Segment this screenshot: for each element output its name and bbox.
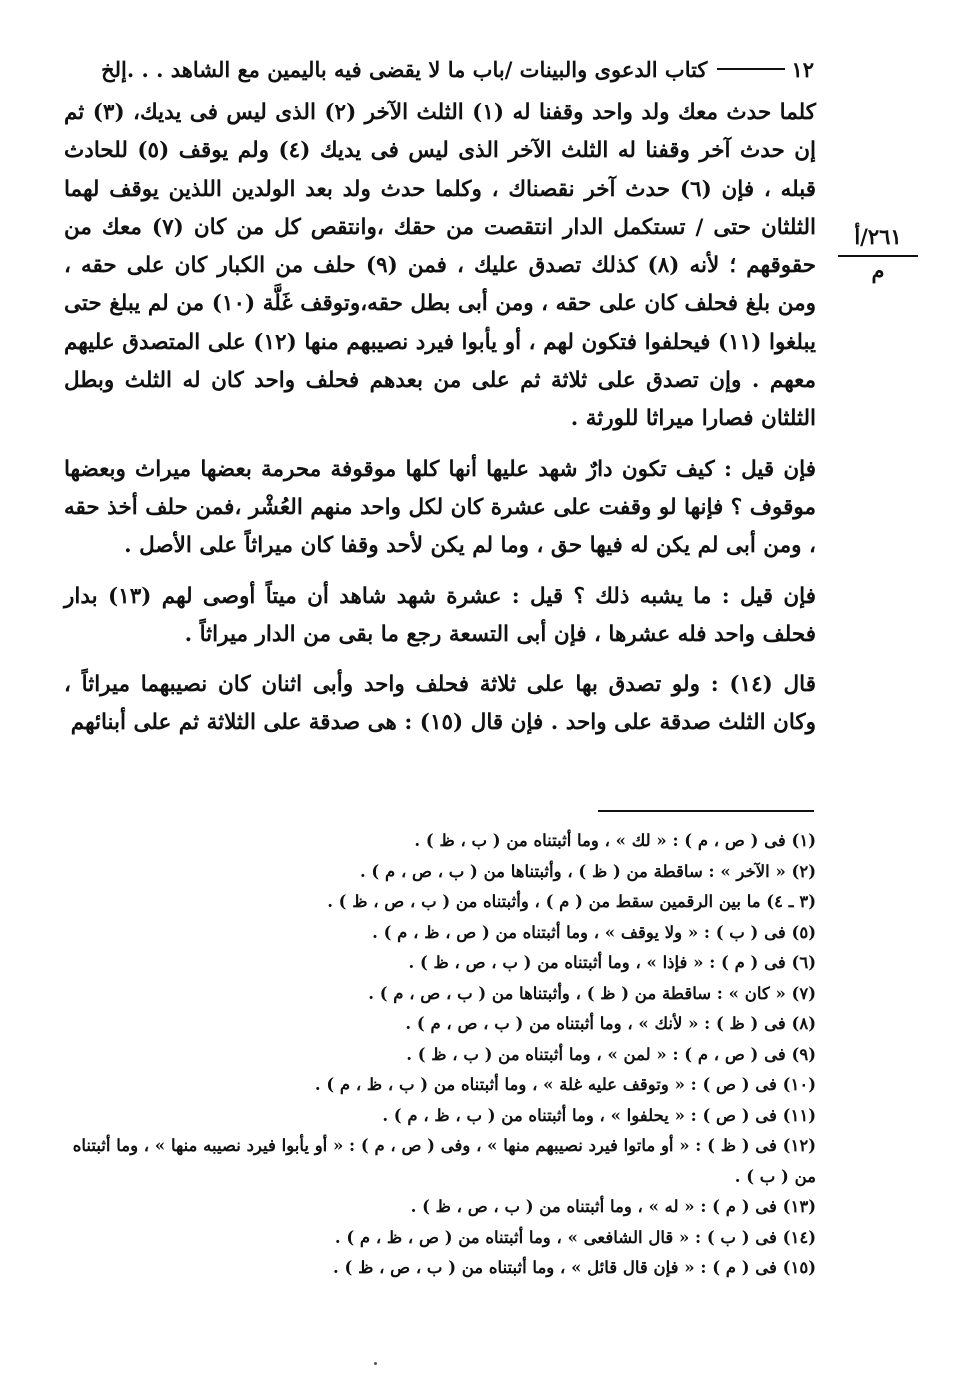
footnote-12: (١٢) فى ( ظ ) : « أو ماتوا فيرد نصيبهم منها » ، وفى ( ص ، م ) : « أو يأبوا فيرد نصيبه منها » ، وما أثبتناه من ( ب ) . — [72, 1136, 816, 1186]
page-number: ١٢ — [791, 56, 814, 82]
scan-speck — [374, 1362, 377, 1365]
footnote-5: (٥) فى ( ب ) : « ولا يوقف » ، وما أثبتناه من ( ص ، ظ ، م ) . — [372, 922, 816, 942]
footnote-3-4: (٣ ـ ٤) ما بين الرقمين سقط من ( م ) ، وأثبتناه من ( ب ، ص ، ظ ) . — [327, 892, 816, 911]
footnote-13: (١٣) فى ( م ) : « له » ، وما أثبتناه من ( ب ، ص ، ظ ) . — [410, 1197, 816, 1216]
footnote-11: (١١) فى ( ص ) : « يحلفوا » ، وما أثبتناه من ( ب ، ظ ، م ) . — [382, 1105, 816, 1125]
paragraph-3: فإن قيل : ما يشبه ذلك ؟ قيل : عشرة شهد شاهد أن ميتاً أوصى لهم (١٣) بدار فحلف واحد فله عشرها ، فإن أبى التسعة رجع ما بقى من الدار ميراثاً . — [64, 583, 816, 647]
folio-divider — [838, 255, 918, 257]
footnote-9: (٩) فى ( ص ، م ) : « لمن » ، وما أثبتناه من ( ب ، ظ ) . — [406, 1044, 816, 1064]
footnote-15: (١٥) فى ( م ) : « فإن قال قائل » ، وما أثبتناه من ( ب ، ص ، ظ ) . — [333, 1258, 816, 1277]
paragraph-1: كلما حدث معك ولد واحد وقفنا له (١) الثلث الآخر (٢) الذى ليس فى يديك، (٣) ثم إن حدث آخر وقفنا له الثلث الآخر الذى ليس فى يديك (٤) ولم يوقف (٥) للحادث قبله ، فإن (٦) حدث آخر نقصناك ، وكلما حدث ولد بعد الولدين اللذين يوقف لهما الثلثان حتى / تستكمل الدار انتقصت من حقك ،وانتقص كل من كان (٧) معك من حقوقهم ؛ لأنه (٨) كذلك تصدق عليك ، فمن (٩) حلف من الكبار كان على حقه ، ومن بلغ فحلف كان على حقه ، ومن أبى بطل حقه،وتوقف غَلَّة (١٠) من لم يبلغ حتى يبلغوا (١١) فيحلفوا فتكون لهم ، أو يأبوا فيرد نصيبهم منها (١٢) على المتصدق عليهم معهم . وإن تصدق على ثلاثة ثم على من بعدهم فحلف واحد كان له الثلث وبطل الثلثان فصارا ميراثا للورثة . — [64, 100, 817, 432]
manuscript-folio-note — [838, 222, 918, 286]
footnote-7: (٧) « كان » : ساقطة من ( ظ ) ، وأثبتناها من ( ب ، ص ، م ) . — [368, 983, 816, 1003]
footnote-10: (١٠) فى ( ص ) : « وتوقف عليه غلة » ، وما أثبتناه من ( ب ، ظ ، م ) . — [314, 1075, 816, 1094]
manuscript-letter: م — [871, 258, 885, 283]
paragraph-2: فإن قيل : كيف تكون دارٌ شهد عليها أنها كلها موقوفة محرمة بعضها ميراث وبعضها موقوف ؟ فإنها لو وقفت على عشرة كان لكل واحد منهم العُشْر ،فمن حلف أخذ حقه ، ومن أبى لم يكن له فيها حق ، وما لم يكن لأحد وقفا كان ميراثاً على الأصل . — [64, 456, 816, 559]
running-title: كتاب الدعوى والبينات /باب ما لا يقضى فيه باليمين مع الشاهد . . .إلخ — [101, 56, 708, 82]
paragraph-4: قال (١٤) : ولو تصدق بها على ثلاثة فحلف واحد وأبى اثنان كان نصيبهما ميراثاً ، وكان الثلث صدقة على واحد . فإن قال (١٥) : هى صدقة على الثلاثة ثم على أبنائهم — [64, 672, 817, 736]
footnote-6: (٦) فى ( م ) : « فإذا » ، وما أثبتناه من ( ب ، ص ، ظ ) . — [408, 953, 816, 972]
main-text — [64, 94, 816, 755]
footnote-8: (٨) فى ( ظ ) : « لأنك » ، وما أثبتناه من ( ب ، ص ، م ) . — [405, 1014, 816, 1033]
footnote-1: (١) فى ( ص ، م ) : « لك » ، وما أثبتناه من ( ب ، ظ ) . — [414, 831, 816, 850]
footnote-separator — [598, 810, 814, 812]
footnote-2: (٢) « الآخر » : ساقطة من ( ظ ) ، وأثبتناها من ( ب ، ص ، م ) . — [359, 861, 816, 881]
footnote-14: (١٤) فى ( ب ) : « قال الشافعى » ، وما أثبتناه من ( ص ، ظ ، م ) . — [334, 1227, 816, 1247]
footnotes — [64, 826, 816, 1284]
running-header — [66, 52, 814, 86]
folio-reference: ٢٦١/أ — [854, 224, 902, 249]
header-rule — [717, 68, 785, 70]
